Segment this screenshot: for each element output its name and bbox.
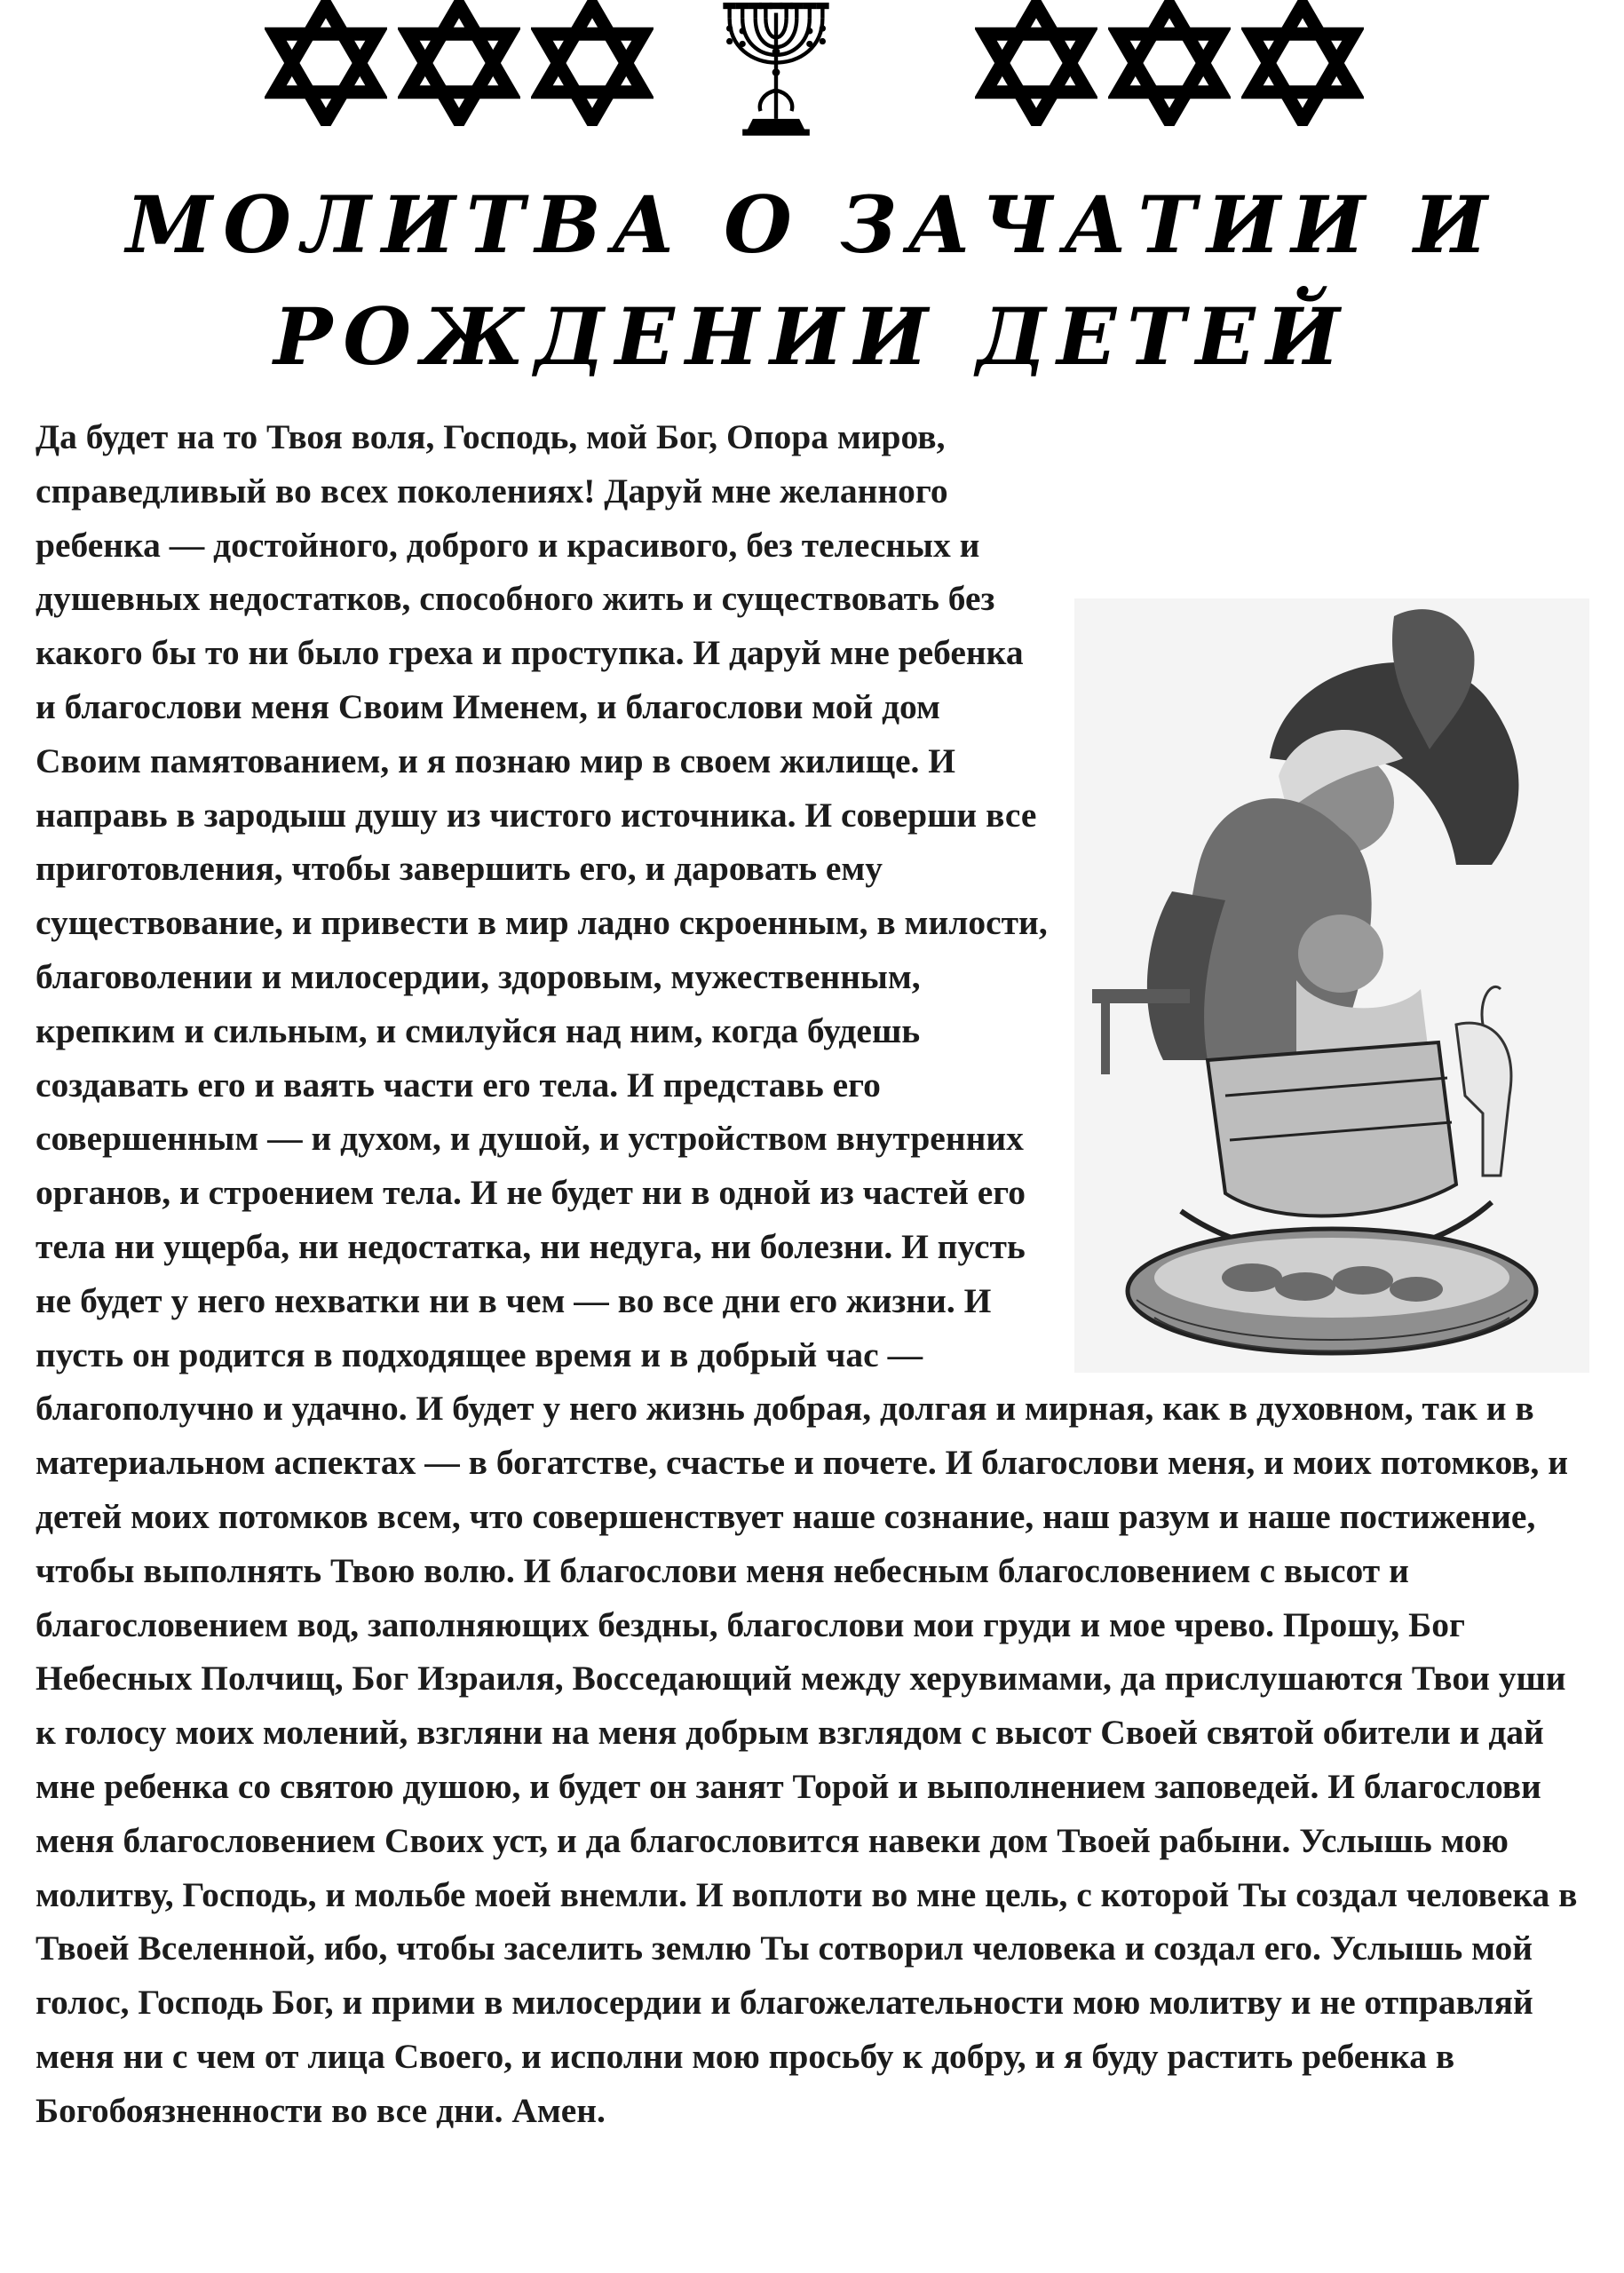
illustration [1074,598,1589,1373]
ornament-row [0,0,1624,160]
menorah-icon [710,0,842,142]
star-of-david-icon [531,0,654,126]
star-of-david-icon [1241,0,1364,126]
mother-child-engraving [1074,598,1589,1373]
star-of-david-icon [1108,0,1231,126]
star-of-david-icon [265,0,387,126]
prayer-body [36,410,1589,2138]
page-title [0,169,1624,392]
star-of-david-icon [975,0,1097,126]
star-of-david-icon [398,0,520,126]
title-line-2: РОЖДЕНИИ ДЕТЕЙ [273,290,1351,383]
prayer-text: Да будет на то Твоя воля, Господь, мой Бог, Опора миров, справедливый во всех поколениях! Даруй мне желанного ребенка — достойного, доброго и красивого, без телесных и душевных недостатков, способного жить и существовать без какого бы то ни было греха и проступка. И даруй мне ребенка и благослови меня Своим Именем, и благослови мой дом Своим памятованием, и я познаю мир в своем жилище. И направь в зародыш душу из чистого источника. И соверши все приготовления, чтобы завершить его, и даровать ему существование, и привести в мир ладно скроенным, в милости, благоволении и милосердии, здоровым, мужественным, крепким и сильным, и смилуйся над ним, когда будешь создавать его и ваять части его тела. И представь его совершенным — и духом, и душой, и устройством внутренних органов, и строением тела. И не будет ни в одной из частей его тела ни ущерба, ни недостатка, ни недуга, ни болезни. И пусть не будет у него нехватки ни в чем — во все дни его жизни. И пусть он родится в подходящее время и в добрый час — благополучно и удачно. И будет у него жизнь добрая, долгая и мирная, как в духовном, так и в материальном аспектах — в богатстве, счастье и почете. И благослови меня, и моих потомков, и детей моих потомков всем, что совершенствует наше сознание, наш разум и наше постижение, чтобы выполнять Твою волю. И благослови меня небесным благословением с высот и благословением вод, заполняющих бездны, благослови мои груди и мое чрево. Прошу, Бог Небесных Полчищ, Бог Израиля, Восседающий между херувимами, да прислушаются Твои уши к голосу моих молений, взгляни на меня добрым взглядом с высот Своей святой обители и дай мне ребенка со святою душою, и будет он занят Торой и выполнением заповедей. И благослови меня благословением Своих уст, и да благословится навеки дом Твоей рабыни. Услышь мою молитву, Господь, и мольбе моей внемли. И воплоти во мне цель, с которой Ты создал человека в Твоей Вселенной, ибо, чтобы заселить землю Ты сотворил человека и создал его. Услышь мой голос, Господь Бог, и прими в милосердии и благожелательности мою молитву и не отправляй меня ни с чем от лица Своего, и исполни мою просьбу к добру, и я буду растить ребенка в Богобоязненности во все дни. Амен. [36,417,1578,2130]
title-line-1: МОЛИТВА О ЗАЧАТИИ И [125,178,1499,271]
